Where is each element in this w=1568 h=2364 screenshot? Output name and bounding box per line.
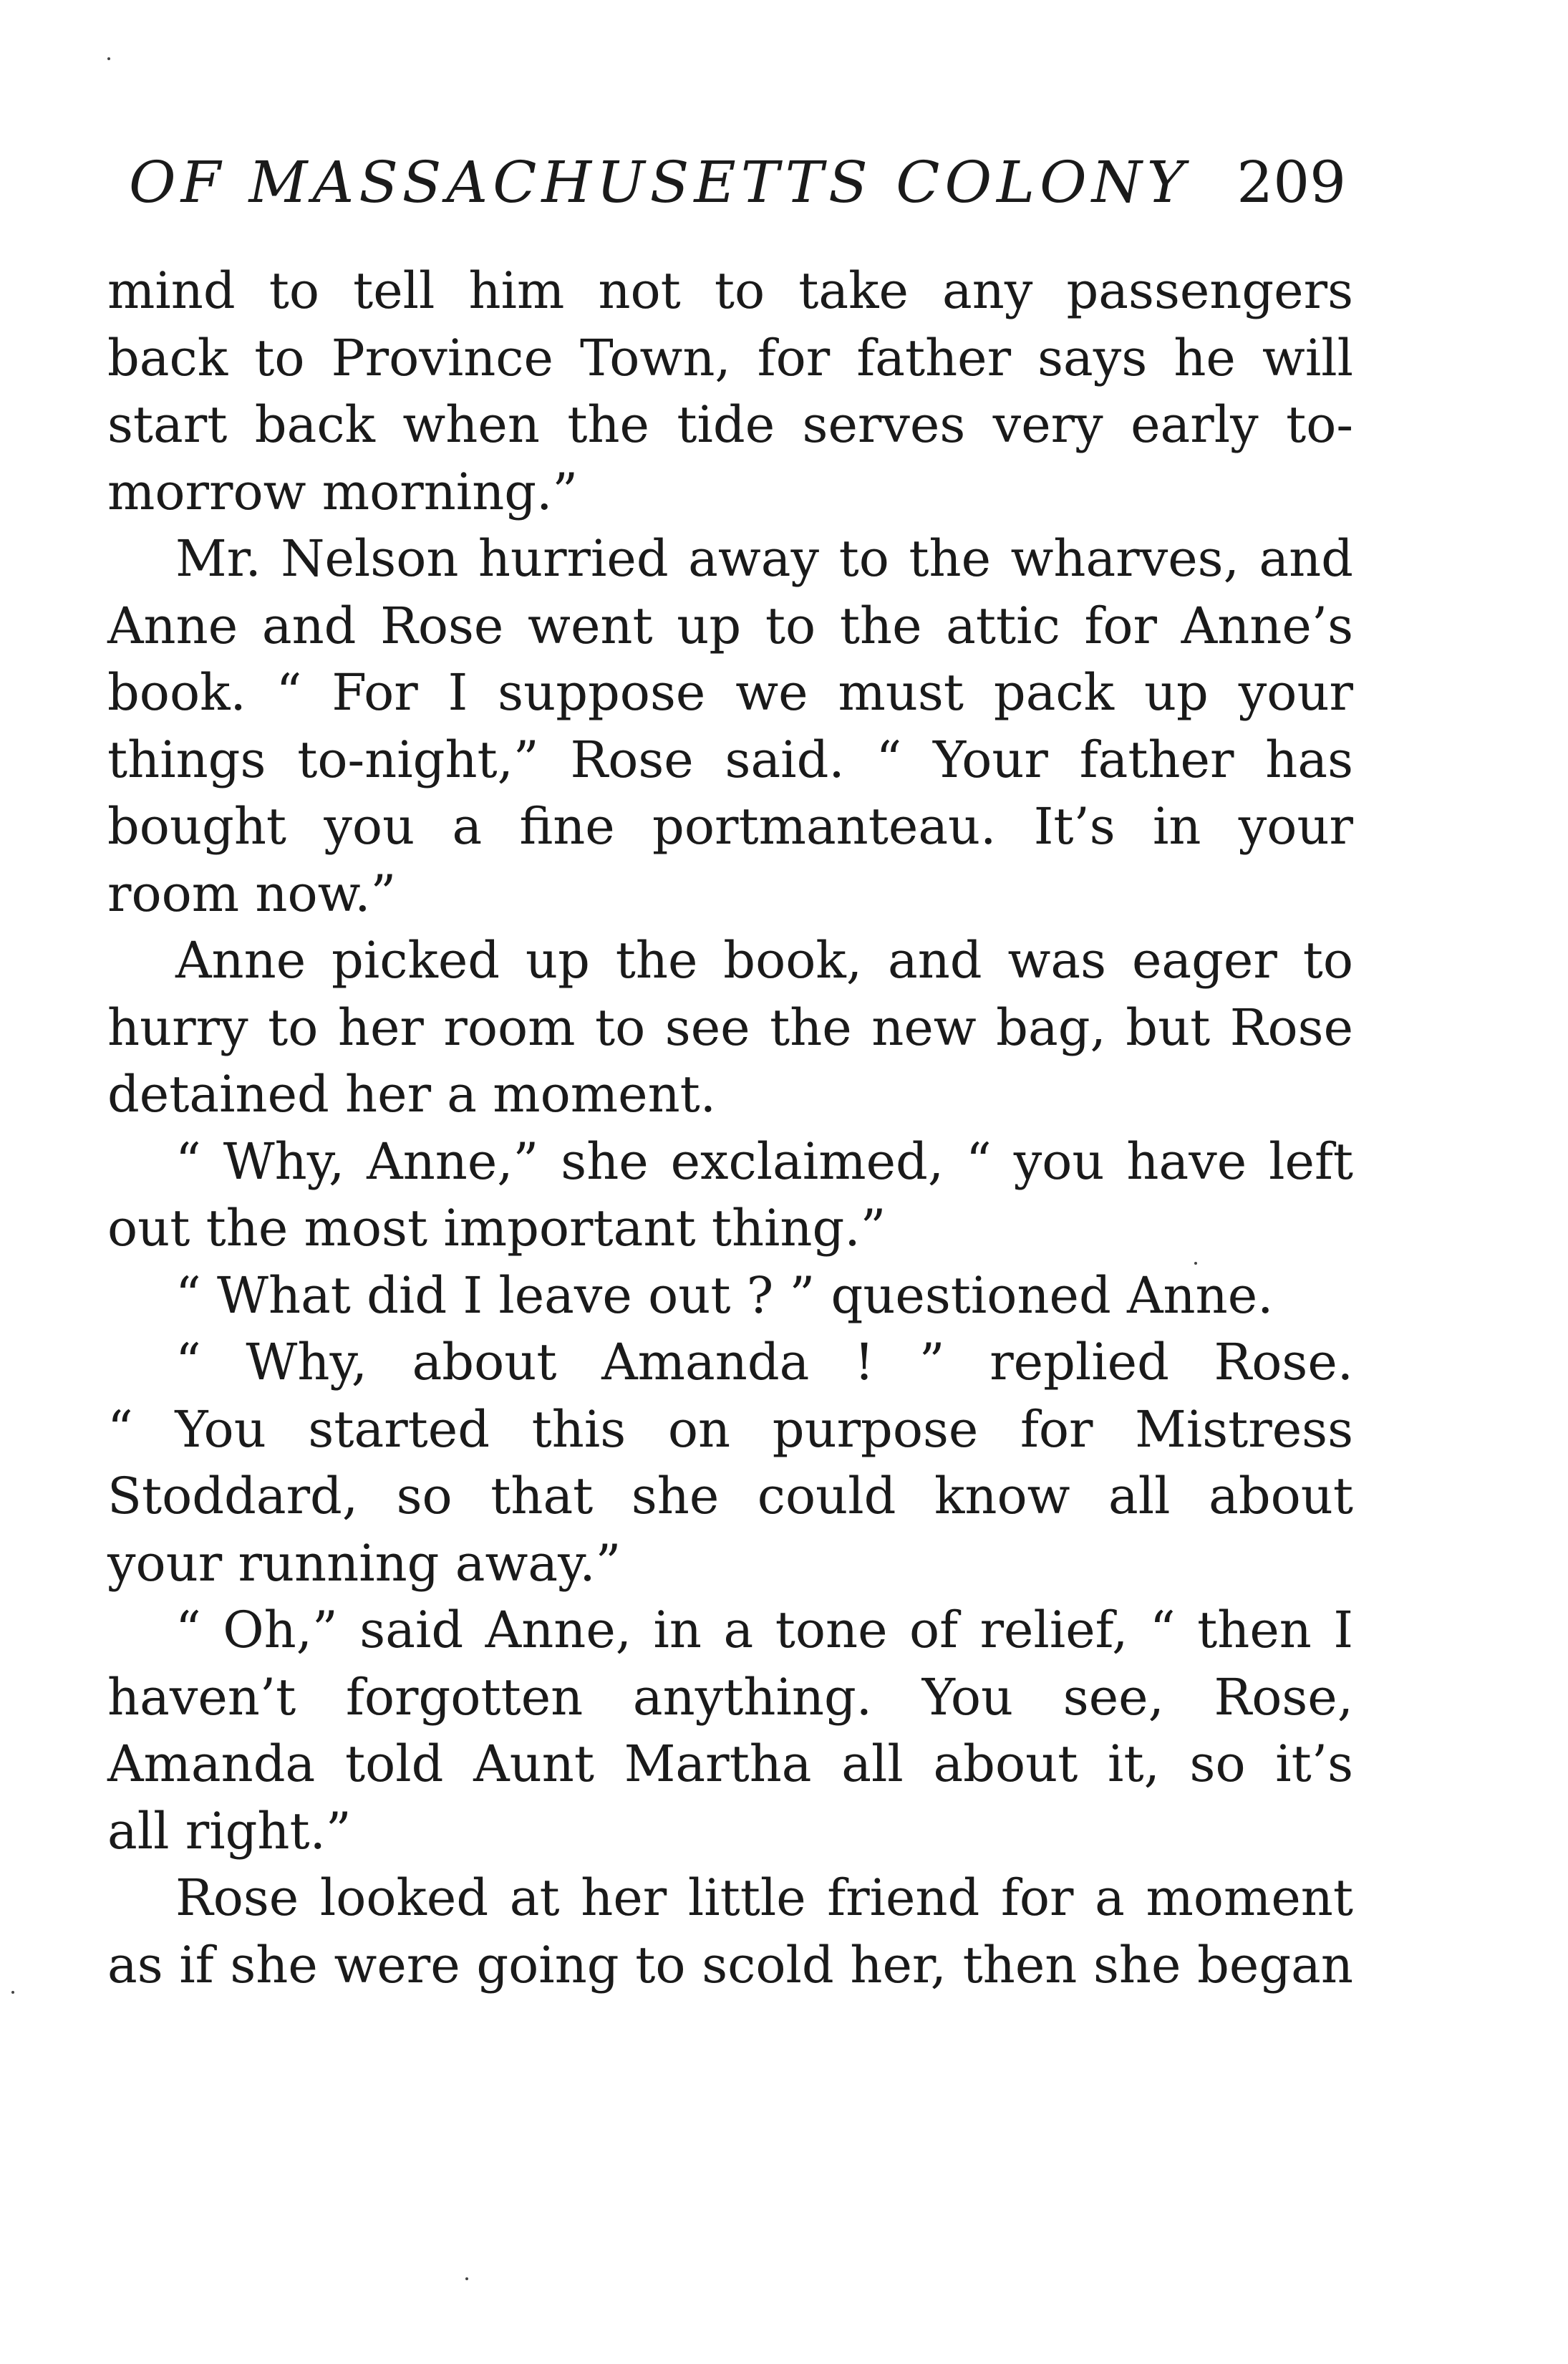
text-line: “ Oh,” said Anne, in a tone of relief, “ then I	[175, 1601, 1353, 1659]
text-line: Stoddard, so that she could know all about	[107, 1467, 1353, 1525]
text-line: morrow morning.”	[107, 462, 579, 521]
text-line: room now.”	[107, 864, 397, 923]
text-line: out the most important thing.”	[107, 1199, 886, 1258]
text-line: “ You started this on purpose for Mistress	[107, 1399, 1353, 1459]
text-line: as if she were going to scold her, then she began	[107, 1935, 1353, 1994]
text-line: Mr. Nelson hurried away to the wharves, and	[175, 529, 1353, 588]
text-line: “ What did I leave out ? ” questioned Anne.	[175, 1265, 1274, 1325]
text-line: your running away.”	[107, 1533, 621, 1593]
text-line: Amanda told Aunt Martha all about it, so it’s	[107, 1735, 1353, 1793]
running-head	[129, 143, 1346, 222]
print-speck	[107, 57, 110, 60]
text-line: things to-night,” Rose said. “ Your father has	[107, 730, 1353, 789]
text-line: haven’t forgotten anything. You see, Rose,	[107, 1667, 1353, 1727]
text-line: back to Province Town, for father says he will	[107, 328, 1353, 387]
text-line: hurry to her room to see the new bag, but Rose	[107, 998, 1353, 1057]
text-line: all right.”	[107, 1801, 352, 1861]
text-line: “ Why, about Amanda ! ” replied Rose.	[175, 1333, 1353, 1391]
page-number: 209	[1237, 149, 1346, 216]
print-speck	[1194, 1262, 1197, 1265]
text-line: “ Why, Anne,” she exclaimed, “ you have left	[175, 1132, 1353, 1191]
text-line: detained her a moment.	[107, 1065, 717, 1124]
text-line: bought you a fine portmanteau. It’s in your	[107, 797, 1353, 856]
text-line: Anne and Rose went up to the attic for Anne’s	[107, 596, 1353, 655]
running-title: OF MASSACHUSETTS COLONY	[129, 149, 1190, 216]
text-line: Rose looked at her little friend for a moment	[175, 1868, 1353, 1927]
text-line: start back when the tide serves very early to-	[107, 395, 1353, 454]
body-text	[107, 258, 1353, 1999]
print-speck	[11, 1991, 14, 1994]
text-line: book. “ For I suppose we must pack up your	[107, 663, 1353, 722]
text-line: Anne picked up the book, and was eager to	[175, 931, 1353, 990]
text-line: mind to tell him not to take any passengers	[107, 261, 1353, 320]
print-speck	[465, 2277, 468, 2280]
